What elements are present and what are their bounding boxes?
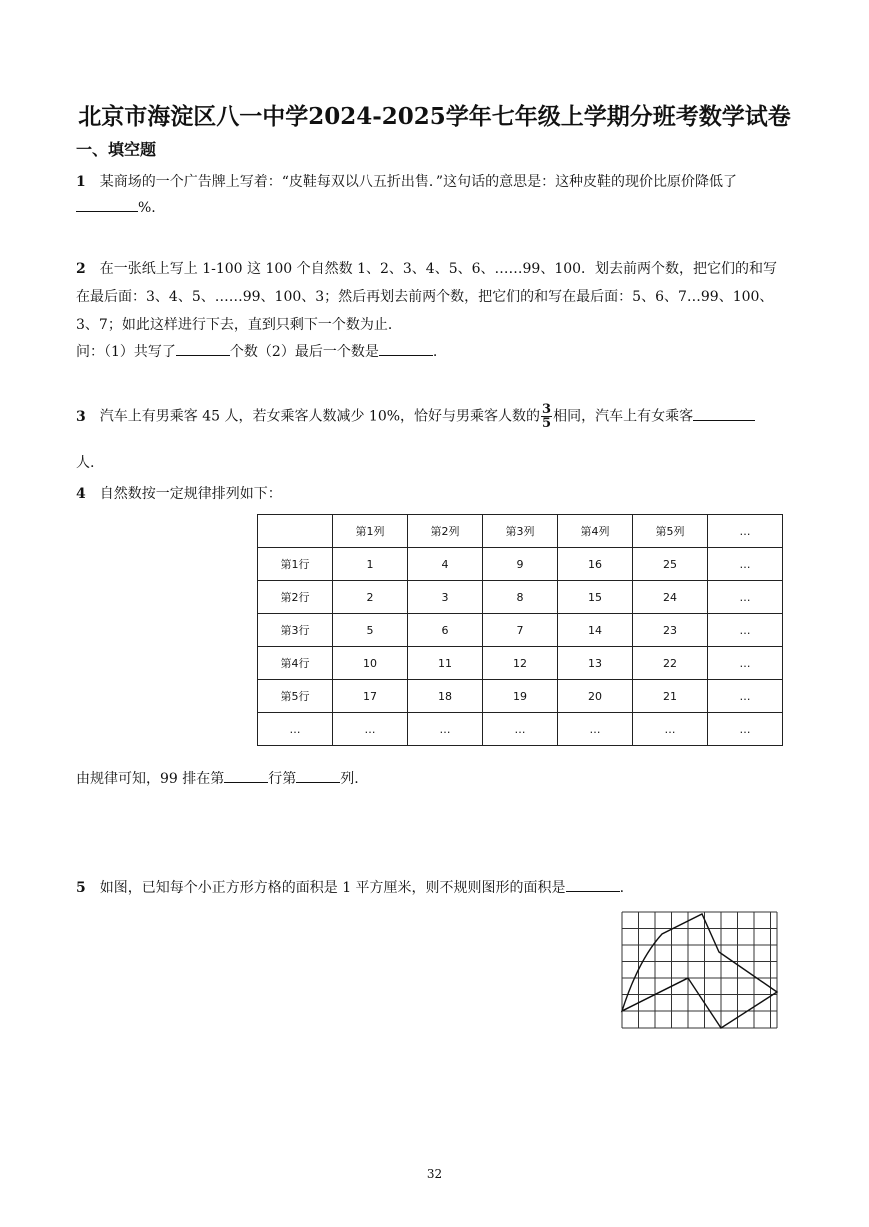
q2-text-1: 在一张纸上写上 1-100 这 100 个自然数 1、2、3、4、5、6、……99、100．划去前两个数，把它们的和写 [99, 261, 778, 277]
page-number: 32 [426, 1167, 443, 1181]
table-cell: 18 [408, 680, 483, 713]
table-cell: 19 [483, 680, 558, 713]
table-cell: 6 [408, 614, 483, 647]
q1-answer-blank[interactable] [76, 197, 138, 212]
table-cell: 第3行 [258, 614, 333, 647]
q4-answer-b: 行第 [268, 771, 297, 787]
table-cell: 17 [333, 680, 408, 713]
table-cell: 第2列 [408, 515, 483, 548]
q2-ask-b: 个数（2）最后一个数是 [229, 344, 379, 360]
q3-text-b: 相同，汽车上有女乘客 [553, 408, 694, 425]
table-cell: 9 [483, 548, 558, 581]
table-cell: 23 [633, 614, 708, 647]
q1-tail: %. [138, 200, 156, 216]
q5-line1 [76, 877, 624, 897]
table-cell: … [708, 548, 783, 581]
q5-number: 5 [76, 880, 86, 896]
table-cell: 8 [483, 581, 558, 614]
q3-line2: 人. [76, 455, 95, 471]
table-cell: 第4行 [258, 647, 333, 680]
table-row [258, 680, 783, 713]
table-cell: 15 [558, 581, 633, 614]
table-cell: … [258, 713, 333, 746]
table-cell: … [633, 713, 708, 746]
table-cell: … [708, 581, 783, 614]
q1-text: 某商场的一个广告牌上写着：“皮鞋每双以八五折出售．”这句话的意思是：这种皮鞋的现价比原价降低了 [99, 174, 738, 190]
q2-number: 2 [76, 261, 86, 277]
q4-answer-line [76, 768, 359, 788]
table-cell: 第5行 [258, 680, 333, 713]
pattern-table [257, 514, 783, 746]
table-cell: … [558, 713, 633, 746]
table-row [258, 581, 783, 614]
table-row [258, 548, 783, 581]
table-cell: 11 [408, 647, 483, 680]
q2-answer-blank-2[interactable] [379, 341, 433, 356]
table-cell: 第3列 [483, 515, 558, 548]
q4-answer-blank-row[interactable] [224, 768, 268, 783]
table-cell: 25 [633, 548, 708, 581]
table-row [258, 647, 783, 680]
q1-number: 1 [76, 174, 86, 190]
q4-answer-c: 列. [340, 771, 359, 787]
q3-number: 3 [76, 408, 86, 425]
table-row [258, 614, 783, 647]
page-title: 北京市海淀区八一中学2024-2025学年七年级上学期分班考数学试卷 [78, 103, 791, 130]
table-cell: … [708, 614, 783, 647]
table-cell: 21 [633, 680, 708, 713]
table-cell: 5 [333, 614, 408, 647]
q5-answer-blank[interactable] [566, 877, 620, 892]
grid-figure [612, 906, 780, 1038]
q3-fraction [541, 403, 552, 430]
table-cell [258, 515, 333, 548]
q3-text-a: 汽车上有男乘客 45 人，若女乘客人数减少 10%，恰好与男乘客人数的 [99, 408, 541, 425]
table-cell: 12 [483, 647, 558, 680]
table-cell: 22 [633, 647, 708, 680]
q1-line2 [76, 197, 156, 216]
q4-line1 [76, 483, 282, 503]
table-cell: 第4列 [558, 515, 633, 548]
q3-fraction-denominator: 5 [542, 416, 552, 431]
q4-intro: 自然数按一定规律排列如下： [99, 486, 282, 502]
section-heading: 一、填空题 [76, 140, 157, 159]
table-cell: 1 [333, 548, 408, 581]
q2-line2: 在最后面：3、4、5、……99、100、3；然后再划去前两个数，把它们的和写在最后面：5、6、7…99、100、 [76, 289, 774, 305]
table-cell: 第5列 [633, 515, 708, 548]
table-cell: … [708, 713, 783, 746]
q2-line4 [76, 341, 437, 361]
table-cell: 20 [558, 680, 633, 713]
table-cell: 10 [333, 647, 408, 680]
table-cell: 2 [333, 581, 408, 614]
q2-line1 [76, 258, 777, 278]
table-cell: 13 [558, 647, 633, 680]
table-cell: 24 [633, 581, 708, 614]
table-cell: 16 [558, 548, 633, 581]
table-cell: … [333, 713, 408, 746]
table-cell: … [483, 713, 558, 746]
table-header-row [258, 515, 783, 548]
table-cell: 7 [483, 614, 558, 647]
table-cell: … [708, 647, 783, 680]
q2-answer-blank-1[interactable] [176, 341, 230, 356]
table-cell: … [408, 713, 483, 746]
q2-ask-c: . [432, 344, 438, 360]
table-cell: … [708, 680, 783, 713]
q4-number: 4 [76, 486, 86, 502]
table-row [258, 713, 783, 746]
q3-answer-blank[interactable] [693, 406, 755, 421]
table-cell: 第1列 [333, 515, 408, 548]
q2-ask-a: 问：（1）共写了 [76, 344, 176, 360]
q5-tail: . [619, 880, 625, 896]
table-cell: 第2行 [258, 581, 333, 614]
q4-answer-a: 由规律可知，99 排在第 [76, 771, 225, 787]
q3-line1 [76, 403, 755, 430]
q3-fraction-numerator: 3 [542, 402, 552, 417]
grid-lines [622, 912, 777, 1028]
q2-line3: 3、7；如此这样进行下去，直到只剩下一个数为止． [76, 317, 402, 333]
table-cell: 3 [408, 581, 483, 614]
q5-text: 如图，已知每个小正方形方格的面积是 1 平方厘米，则不规则图形的面积是 [99, 880, 566, 896]
table-cell: 14 [558, 614, 633, 647]
table-cell: … [708, 515, 783, 548]
table-cell: 4 [408, 548, 483, 581]
q4-answer-blank-col[interactable] [296, 768, 340, 783]
q1-line1 [76, 171, 737, 191]
table-cell: 第1行 [258, 548, 333, 581]
